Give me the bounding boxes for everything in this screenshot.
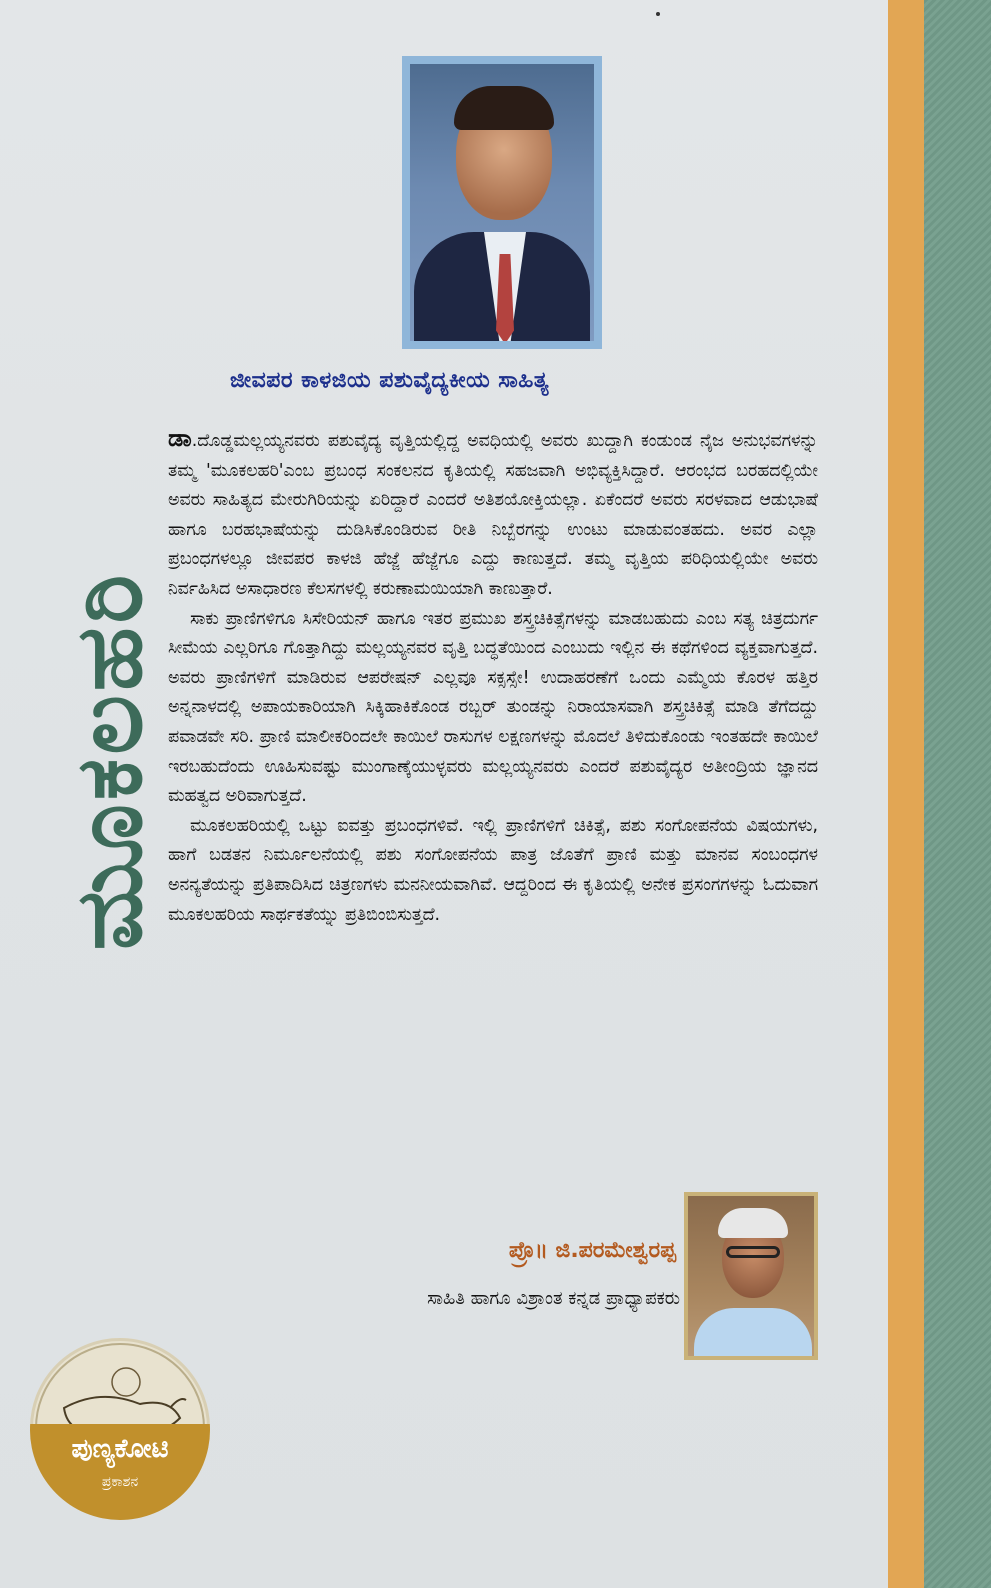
publisher-name: ಪುಣ್ಯಕೋಟಿ [71,1434,169,1464]
book-title: ಮೂಕಲಹರಿ [55,570,163,950]
paragraph-3: ಮೂಕಲಹರಿಯಲ್ಲಿ ಒಟ್ಟು ಐವತ್ತು ಪ್ರಬಂಧಗಳಿವೆ. ಇಲ್ಲಿ ಪ್ರಾಣಿಗಳಿಗೆ ಚಿಕಿತ್ಸೆ, ಪಶು ಸಂಗೋಪನೆಯ ವಿಷಯಗಳು, ಹಾಗೆ ಬಡತನ ನಿರ್ಮೂಲನೆಯಲ್ಲಿ ಪಶು ಸಂಗೋಪನೆಯ ಪಾತ್ರ ಜೊತೆಗೆ ಪ್ರಾಣಿ ಮತ್ತು ಮಾನವ ಸಂಬಂಧಗಳ ಅನನ್ಯತೆಯನ್ನು ಪ್ರತಿಪಾದಿಸಿದ ಚಿತ್ರಣಗಳು ಮನನೀಯವಾಗಿವೆ. ಆದ್ದರಿಂದ ಈ ಕೃತಿಯಲ್ಲಿ ಅನೇಕ ಪ್ರಸಂಗಗಳನ್ನು ಓದುವಾಗ ಮೂಕಲಹರಿಯ ಸಾರ್ಥಕತೆಯ್ನು ಪ್ರತಿಬಿಂಬಿಸುತ್ತದೆ. [168,815,818,925]
author-photo [402,56,602,349]
reviewer-photo [684,1192,818,1360]
paragraph-1: ಡಾ.ದೊಡ್ಡಮಲ್ಲಯ್ಯನವರು ಪಶುವೈದ್ಯ ವೃತ್ತಿಯಲ್ಲಿದ್ದ ಅವಧಿಯಲ್ಲಿ ಅವರು ಖುದ್ದಾಗಿ ಕಂಡುಂಡ ನೈಜ ಅನುಭವಗಳನ್ನು ತಮ್ಮ 'ಮೂಕಲಹರಿ'ಎಂಬ ಪ್ರಬಂಧ ಸಂಕಲನದ ಕೃತಿಯಲ್ಲಿ ಸಹಜವಾಗಿ ಅಭಿವ್ಯಕ್ತಿಸಿದ್ದಾರೆ. ಆರಂಭದ ಬರಹದಲ್ಲಿಯೇ ಅವರು ಸಾಹಿತ್ಯದ ಮೇರುಗಿರಿಯನ್ನು ಏರಿದ್ದಾರೆ ಎಂದರೆ ಅತಿಶಯೋಕ್ತಿಯಲ್ಲಾ. ಏಕೆಂದರೆ ಅವರು ಸರಳವಾದ ಆಡುಭಾಷೆ ಹಾಗೂ ಬರಹಭಾಷೆಯನ್ನು ದುಡಿಸಿಕೊಂಡಿರುವ ರೀತಿ ನಿಬ್ಬೆರಗನ್ನು ಉಂಟು ಮಾಡುವಂತಹದು. ಅವರ ಎಲ್ಲಾ ಪ್ರಬಂಧಗಳಲ್ಲೂ ಜೀವಪರ ಕಾಳಜಿ ಹೆಜ್ಜೆ ಹೆಜ್ಜೆಗೂ ಎದ್ದು ಕಾಣುತ್ತದೆ. ತಮ್ಮ ವೃತ್ತಿಯ ಪರಿಧಿಯಲ್ಲಿಯೇ ಅವರು ನಿರ್ವಹಿಸಿದ ಅಸಾಧಾರಣ ಕೆಲಸಗಳಲ್ಲಿ ಕರುಣಾಮಯಿಯಾಗಿ ಕಾಣುತ್ತಾರೆ. [168,424,818,599]
drop-cap: ಡಾ [168,424,192,452]
orange-border-strip [888,0,924,1588]
reviewer-name: ಪ್ರೊ॥ ಜಿ.ಪರಮೇಶ್ವರಪ್ಪ [508,1238,676,1263]
speck [656,12,660,16]
book-title-vertical [55,520,165,1000]
reviewer-role: ಸಾಹಿತಿ ಹಾಗೂ ವಿಶ್ರಾಂತ ಕನ್ನಡ ಪ್ರಾಧ್ಯಾಪಕರು [427,1288,680,1309]
blurb-text [168,424,818,930]
section-title: ಜೀವಪರ ಕಾಳಜಿಯ ಪಶುವೈದ್ಯಕೀಯ ಸಾಹಿತ್ಯ [230,368,550,393]
green-spine [924,0,991,1588]
paragraph-2: ಸಾಕು ಪ್ರಾಣಿಗಳಿಗೂ ಸಿಸೇರಿಯನ್ ಹಾಗೂ ಇತರ ಪ್ರಮುಖ ಶಸ್ತ್ರಚಿಕಿತ್ಸೆಗಳನ್ನು ಮಾಡಬಹುದು ಎಂಬ ಸತ್ಯ ಚಿತ್ರದುರ್ಗ ಸೀಮೆಯ ಎಲ್ಲರಿಗೂ ಗೊತ್ತಾಗಿದ್ದು ಮಲ್ಲಯ್ಯನವರ ವೃತ್ತಿ ಬದ್ಧತೆಯಿಂದ ಎಂಬುದು ಇಲ್ಲಿನ ಈ ಕಥೆಗಳಿಂದ ವ್ಯಕ್ತವಾಗುತ್ತದೆ. ಅವರು ಪ್ರಾಣಿಗಳಿಗೆ ಮಾಡಿರುವ ಆಪರೇಷನ್ ಎಲ್ಲವೂ ಸಕ್ಸಸ್ಸೇ! ಉದಾಹರಣೆಗೆ ಒಂದು ಎಮ್ಮೆಯ ಕೊರಳ ಹತ್ತಿರ ಅನ್ನನಾಳದಲ್ಲಿ ಅಪಾಯಕಾರಿಯಾಗಿ ಸಿಕ್ಕಿಹಾಕಿಕೊಂಡ ರಬ್ಬರ್ ತುಂಡನ್ನು ನಿರಾಯಾಸವಾಗಿ ಶಸ್ತ್ರಚಿಕಿತ್ಸೆ ಮಾಡಿ ತೆಗೆದದ್ದು ಪವಾಡವೇ ಸರಿ. ಪ್ರಾಣಿ ಮಾಲೀಕರಿಂದಲೇ ಕಾಯಿಲೆ ರಾಸುಗಳ ಲಕ್ಷಣಗಳನ್ನು ಮೊದಲೆ ತಿಳಿದುಕೊಂಡು ಇಂತಹದೇ ಕಾಯಿಲೆ ಇರಬಹುದೆಂದು ಊಹಿಸುವಷ್ಟು ಮುಂಗಾಣ್ಕೆಯುಳ್ಳವರು ಮಲ್ಲಯ್ಯನವರು ಎಂದರೆ ಪಶುವೈದ್ಯರ ಅತೀಂದ್ರಿಯ ಜ್ಞಾನದ ಮಹತ್ವದ ಅರಿವಾಗುತ್ತದೆ. [168,608,818,807]
publisher-subtitle: ಪ್ರಕಾಶನ [101,1474,139,1490]
